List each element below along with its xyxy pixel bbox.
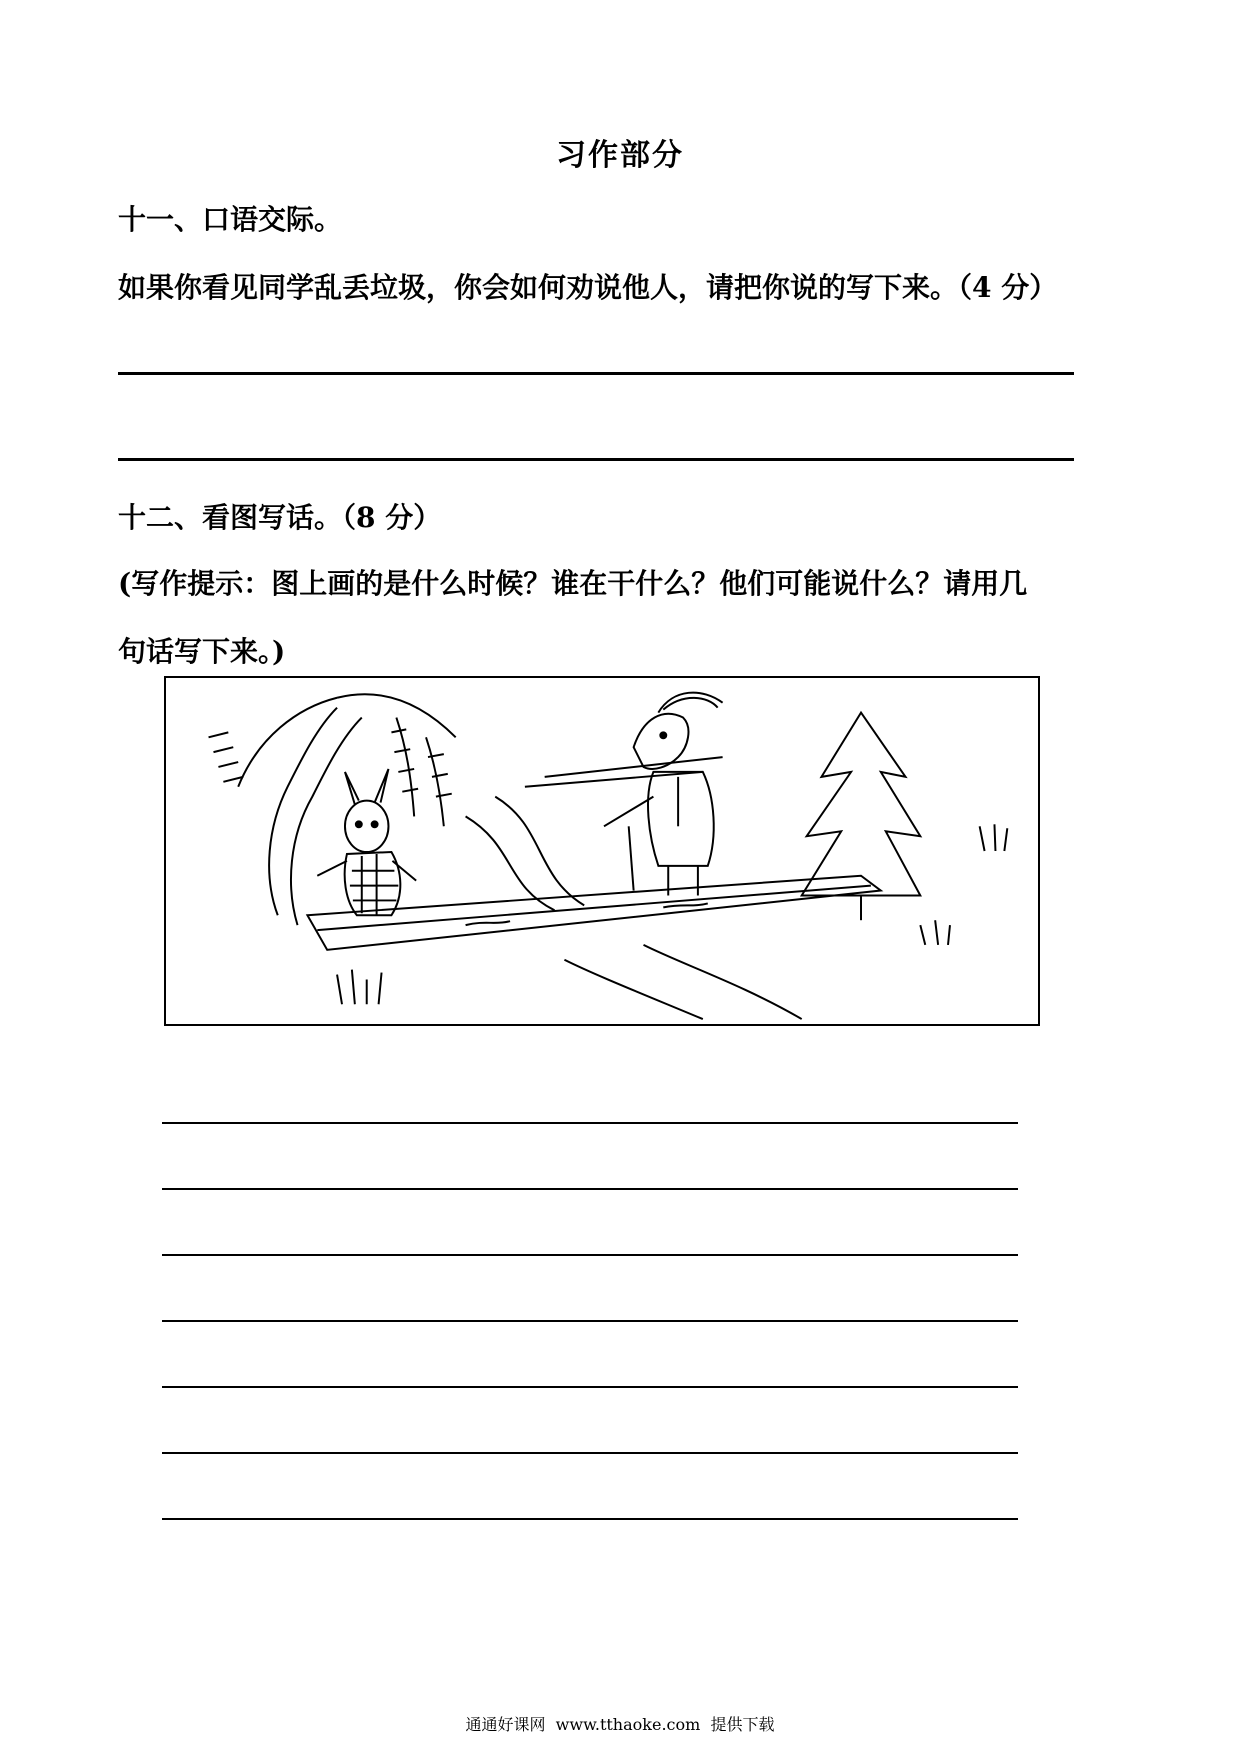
question-11-heading: 十一、口语交际。 [118, 203, 343, 236]
page-footer: 通通好课网 www.tthaoke.com 提供下载 [465, 1715, 775, 1734]
writing-line [162, 1188, 1018, 1190]
writing-line [162, 1518, 1018, 1520]
writing-line [162, 1386, 1018, 1388]
answer-line [118, 372, 1074, 375]
writing-line [162, 1254, 1018, 1256]
writing-line [162, 1452, 1018, 1454]
writing-line [162, 1320, 1018, 1322]
writing-line [162, 1122, 1018, 1124]
answer-line [118, 458, 1074, 461]
question-12-hint-line-2: 句话写下来。) [118, 635, 286, 668]
question-11-prompt: 如果你看见同学乱丢垃圾，你会如何劝说他人，请把你说的写下来。（4 分） [118, 271, 1058, 304]
story-illustration [164, 676, 1040, 1026]
page-title: 习作部分 [556, 138, 684, 173]
question-12-hint-line-1: (写作提示：图上画的是什么时候？谁在干什么？他们可能说什么？请用几 [118, 567, 1028, 600]
question-12-heading: 十二、看图写话。（8 分） [118, 501, 442, 534]
